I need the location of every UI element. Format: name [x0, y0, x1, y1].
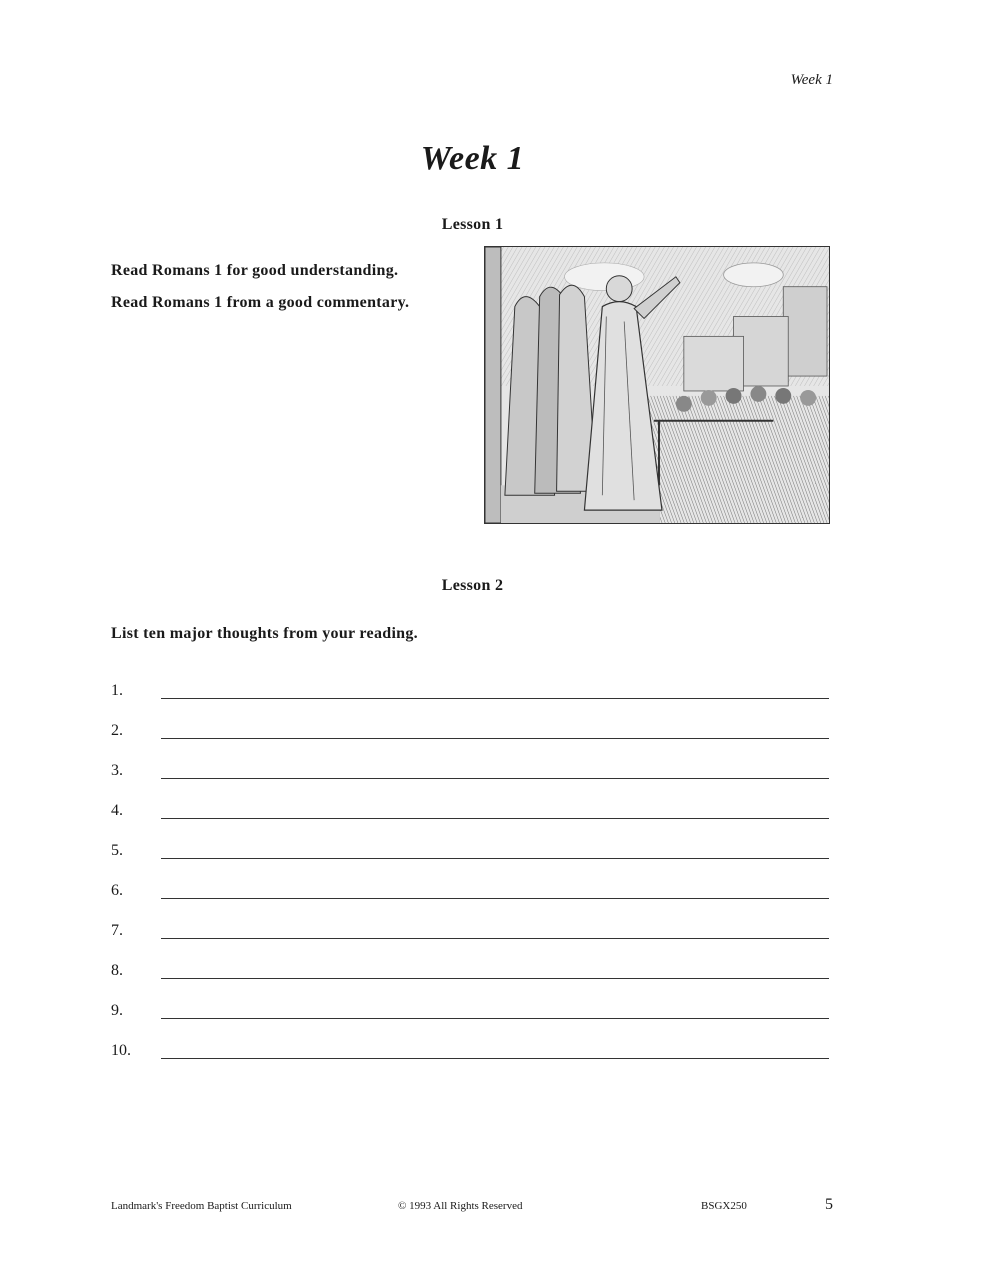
answer-row: [111, 982, 829, 1022]
answer-list: [111, 662, 829, 1062]
answer-row: [111, 862, 829, 902]
footer-publisher: Landmark's Freedom Baptist Curriculum: [111, 1200, 292, 1212]
page-footer: [111, 1192, 833, 1212]
answer-blank-line[interactable]: [161, 794, 829, 819]
answer-blank-line[interactable]: [161, 754, 829, 779]
page-title: Week 1: [420, 140, 525, 177]
footer-copyright: © 1993 All Rights Reserved: [398, 1200, 523, 1212]
engraving-illustration: [484, 246, 830, 524]
answer-blank-line[interactable]: [161, 994, 829, 1019]
answer-blank-line[interactable]: [161, 714, 829, 739]
answer-row: [111, 782, 829, 822]
answer-row: [111, 902, 829, 942]
answer-row: [111, 1022, 829, 1062]
answer-number: 6.: [111, 882, 123, 899]
footer-code: BSGX250: [701, 1200, 747, 1212]
answer-row: [111, 822, 829, 862]
answer-number: 10.: [111, 1042, 131, 1059]
lesson-2-heading: Lesson 2: [441, 577, 504, 594]
answer-blank-line[interactable]: [161, 954, 829, 979]
lesson-1-heading: Lesson 1: [441, 216, 504, 233]
answer-blank-line[interactable]: [161, 674, 829, 699]
answer-number: 7.: [111, 922, 123, 939]
running-head: Week 1: [790, 72, 833, 88]
answer-row: [111, 702, 829, 742]
answer-row: [111, 662, 829, 702]
answer-number: 9.: [111, 1002, 123, 1019]
answer-number: 5.: [111, 842, 123, 859]
instruction-read-understanding: Read Romans 1 for good understanding.: [111, 262, 399, 279]
answer-number: 3.: [111, 762, 123, 779]
answer-blank-line[interactable]: [161, 1034, 829, 1059]
answer-number: 4.: [111, 802, 123, 819]
answer-blank-line[interactable]: [161, 834, 829, 859]
answer-row: [111, 742, 829, 782]
answer-blank-line[interactable]: [161, 874, 829, 899]
footer-page-number: 5: [825, 1196, 833, 1213]
lesson-1-instructions: [111, 262, 471, 326]
answer-blank-line[interactable]: [161, 914, 829, 939]
instruction-read-commentary: Read Romans 1 from a good commentary.: [111, 294, 410, 311]
answer-number: 2.: [111, 722, 123, 739]
lesson-2-prompt: List ten major thoughts from your reading.: [111, 625, 418, 642]
preacher-crowd-illustration-icon: [485, 247, 829, 523]
answer-row: [111, 942, 829, 982]
answer-number: 1.: [111, 682, 123, 699]
answer-number: 8.: [111, 962, 123, 979]
